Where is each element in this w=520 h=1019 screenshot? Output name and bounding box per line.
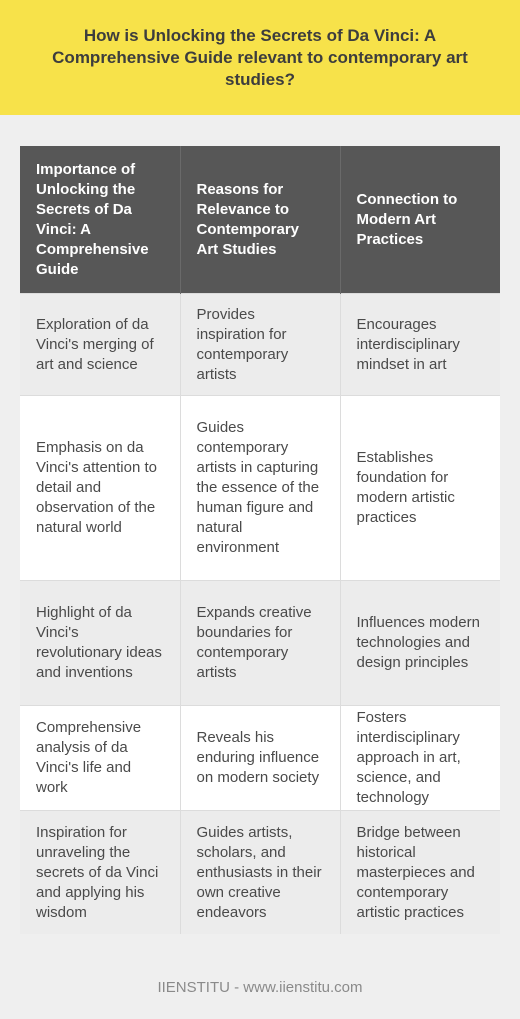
table-header-row <box>20 146 500 294</box>
table-cell: Establishes foundation for modern artistic practices <box>340 396 500 581</box>
title-banner <box>0 0 520 115</box>
table-cell: Expands creative boundaries for contemporary artists <box>180 581 340 706</box>
table-cell: Highlight of da Vinci's revolutionary ideas and inventions <box>20 581 180 706</box>
table-cell: Encourages interdisciplinary mindset in art <box>340 294 500 396</box>
column-header-connection: Connection to Modern Art Practices <box>340 146 500 294</box>
table-cell: Reveals his enduring influence on modern society <box>180 706 340 811</box>
table-row <box>20 706 500 811</box>
table-cell: Guides contemporary artists in capturing the essence of the human figure and natural environment <box>180 396 340 581</box>
comparison-table <box>20 146 500 934</box>
table-cell: Emphasis on da Vinci's attention to detail and observation of the natural world <box>20 396 180 581</box>
page-title: How is Unlocking the Secrets of Da Vinci: A Comprehensive Guide relevant to contemporary art studies? <box>52 25 468 89</box>
table-row <box>20 581 500 706</box>
column-header-reasons: Reasons for Relevance to Contemporary Art Studies <box>180 146 340 294</box>
table-row <box>20 811 500 935</box>
column-header-importance: Importance of Unlocking the Secrets of Da Vinci: A Comprehensive Guide <box>20 146 180 294</box>
table-cell: Bridge between historical masterpieces and contemporary artistic practices <box>340 811 500 935</box>
table-row <box>20 294 500 396</box>
table-cell: Guides artists, scholars, and enthusiasts in their own creative endeavors <box>180 811 340 935</box>
footer-credit: IIENSTITU - www.iienstitu.com <box>157 979 363 996</box>
table-cell: Fosters interdisciplinary approach in art, science, and technology <box>340 706 500 811</box>
table-cell: Provides inspiration for contemporary artists <box>180 294 340 396</box>
table-cell: Influences modern technologies and design principles <box>340 581 500 706</box>
table-cell: Inspiration for unraveling the secrets of da Vinci and applying his wisdom <box>20 811 180 935</box>
table-cell: Exploration of da Vinci's merging of art and science <box>20 294 180 396</box>
table-cell: Comprehensive analysis of da Vinci's life and work <box>20 706 180 811</box>
table-row <box>20 396 500 581</box>
